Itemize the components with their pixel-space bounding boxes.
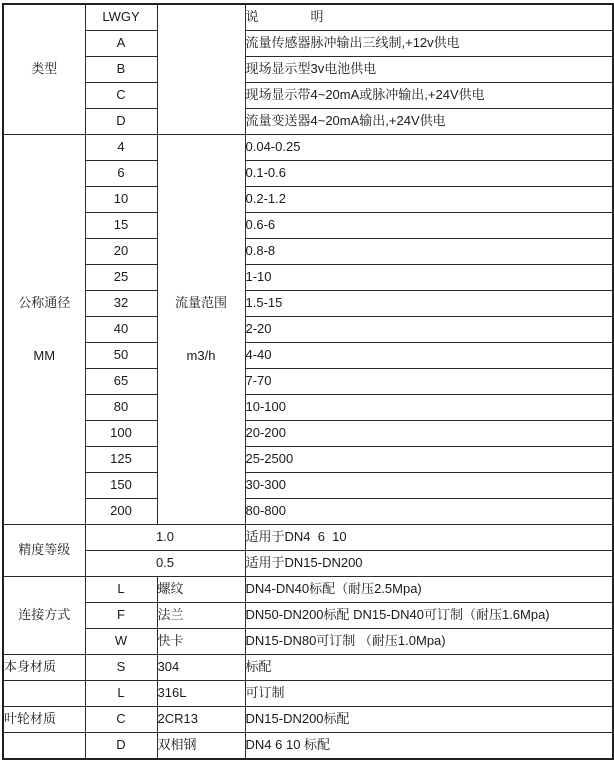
type-middle-spacer-cell	[157, 4, 245, 135]
table-row	[3, 213, 613, 239]
type-desc-cell: 流量变送器4~20mA输出,+24V供电	[245, 109, 613, 135]
body-material-label-empty-cell	[3, 681, 85, 707]
flow-range-cell: 7-70	[245, 369, 613, 395]
flow-range-cell: 0.1-0.6	[245, 161, 613, 187]
body-material-code-cell: L	[85, 681, 157, 707]
impeller-material-name-cell: 双相钢	[157, 733, 245, 760]
accuracy-value-cell: 1.0	[85, 525, 245, 551]
dn-cell: 40	[85, 317, 157, 343]
accuracy-desc-cell: 适用于DN15-DN200	[245, 551, 613, 577]
table-row	[3, 291, 613, 317]
dn-cell: 50	[85, 343, 157, 369]
type-code-cell: A	[85, 31, 157, 57]
table-row	[3, 83, 613, 109]
table-row	[3, 239, 613, 265]
table-row	[3, 343, 613, 369]
table-row	[3, 551, 613, 577]
connection-section-label: 连接方式	[3, 577, 85, 655]
flow-range-cell: 10-100	[245, 395, 613, 421]
type-desc-cell: 流量传感器脉冲输出三线制,+12v供电	[245, 31, 613, 57]
accuracy-desc-cell: 适用于DN4 6 10	[245, 525, 613, 551]
dn-cell: 125	[85, 447, 157, 473]
connection-desc-cell: DN50-DN200标配 DN15-DN40可订制（耐压1.6Mpa)	[245, 603, 613, 629]
table-row	[3, 733, 613, 760]
table-row	[3, 109, 613, 135]
impeller-material-section-label: 叶轮材质	[3, 707, 85, 733]
connection-code-cell: W	[85, 629, 157, 655]
flow-range-cell: 80-800	[245, 499, 613, 525]
impeller-material-name-cell: 2CR13	[157, 707, 245, 733]
table-row	[3, 187, 613, 213]
body-material-name-cell: 304	[157, 655, 245, 681]
flow-range-cell: 20-200	[245, 421, 613, 447]
body-material-section-label: 本身材质	[3, 655, 85, 681]
flow-range-line1: 流量范围	[174, 295, 227, 311]
type-desc-cell: 现场显示型3v电池供电	[245, 57, 613, 83]
table-row	[3, 161, 613, 187]
flow-range-cell: 4-40	[245, 343, 613, 369]
connection-name-cell: 快卡	[157, 629, 245, 655]
flow-range-header-cell	[157, 135, 245, 525]
table-row	[3, 629, 613, 655]
body-material-desc-cell: 可订制	[245, 681, 613, 707]
body-material-name-cell: 316L	[157, 681, 245, 707]
table-row	[3, 31, 613, 57]
diameter-label-line2: MM	[33, 347, 56, 363]
table-row	[3, 577, 613, 603]
impeller-material-code-cell: C	[85, 707, 157, 733]
type-desc-cell: 现场显示带4~20mA或脉冲输出,+24V供电	[245, 83, 613, 109]
connection-name-cell: 法兰	[157, 603, 245, 629]
impeller-material-desc-cell: DN4 6 10 标配	[245, 733, 613, 760]
table-row	[3, 421, 613, 447]
dn-cell: 150	[85, 473, 157, 499]
type-code-cell: D	[85, 109, 157, 135]
connection-code-cell: L	[85, 577, 157, 603]
dn-cell: 15	[85, 213, 157, 239]
flow-range-cell: 0.8-8	[245, 239, 613, 265]
flow-range-cell: 1-10	[245, 265, 613, 291]
dn-cell: 32	[85, 291, 157, 317]
connection-code-cell: F	[85, 603, 157, 629]
connection-desc-cell: DN4-DN40标配（耐压2.5Mpa)	[245, 577, 613, 603]
table-row	[3, 681, 613, 707]
body-material-code-cell: S	[85, 655, 157, 681]
spec-table	[2, 3, 614, 760]
table-row	[3, 655, 613, 681]
dn-cell: 4	[85, 135, 157, 161]
dn-cell: 100	[85, 421, 157, 447]
impeller-material-desc-cell: DN15-DN200标配	[245, 707, 613, 733]
flow-range-cell: 30-300	[245, 473, 613, 499]
accuracy-section-label: 精度等级	[3, 525, 85, 577]
diameter-label-line1: 公称通径	[18, 295, 71, 311]
dn-cell: 25	[85, 265, 157, 291]
flow-range-cell: 1.5-15	[245, 291, 613, 317]
impeller-material-code-cell: D	[85, 733, 157, 760]
table-row	[3, 525, 613, 551]
connection-desc-cell: DN15-DN80可订制 （耐压1.0Mpa)	[245, 629, 613, 655]
table-row	[3, 473, 613, 499]
flow-range-line2: m3/h	[186, 347, 216, 363]
table-row	[3, 447, 613, 473]
flow-range-cell: 2-20	[245, 317, 613, 343]
table-row	[3, 369, 613, 395]
table-row	[3, 395, 613, 421]
table-row	[3, 707, 613, 733]
dn-cell: 6	[85, 161, 157, 187]
body-material-desc-cell: 标配	[245, 655, 613, 681]
flow-range-cell: 0.6-6	[245, 213, 613, 239]
flow-range-cell: 25-2500	[245, 447, 613, 473]
model-code-cell: LWGY	[85, 4, 157, 31]
flow-range-cell: 0.04-0.25	[245, 135, 613, 161]
description-header-cell: 说 明	[245, 4, 613, 31]
accuracy-value-cell: 0.5	[85, 551, 245, 577]
table-row	[3, 4, 613, 31]
impeller-material-label-empty-cell	[3, 733, 85, 760]
table-row	[3, 135, 613, 161]
table-row	[3, 317, 613, 343]
table-row	[3, 603, 613, 629]
dn-cell: 10	[85, 187, 157, 213]
flow-range-cell: 0.2-1.2	[245, 187, 613, 213]
dn-cell: 200	[85, 499, 157, 525]
diameter-section-label	[3, 135, 85, 525]
type-code-cell: B	[85, 57, 157, 83]
dn-cell: 65	[85, 369, 157, 395]
type-section-label: 类型	[3, 4, 85, 135]
table-row	[3, 499, 613, 525]
dn-cell: 20	[85, 239, 157, 265]
table-row	[3, 57, 613, 83]
type-code-cell: C	[85, 83, 157, 109]
table-row	[3, 265, 613, 291]
connection-name-cell: 螺纹	[157, 577, 245, 603]
dn-cell: 80	[85, 395, 157, 421]
